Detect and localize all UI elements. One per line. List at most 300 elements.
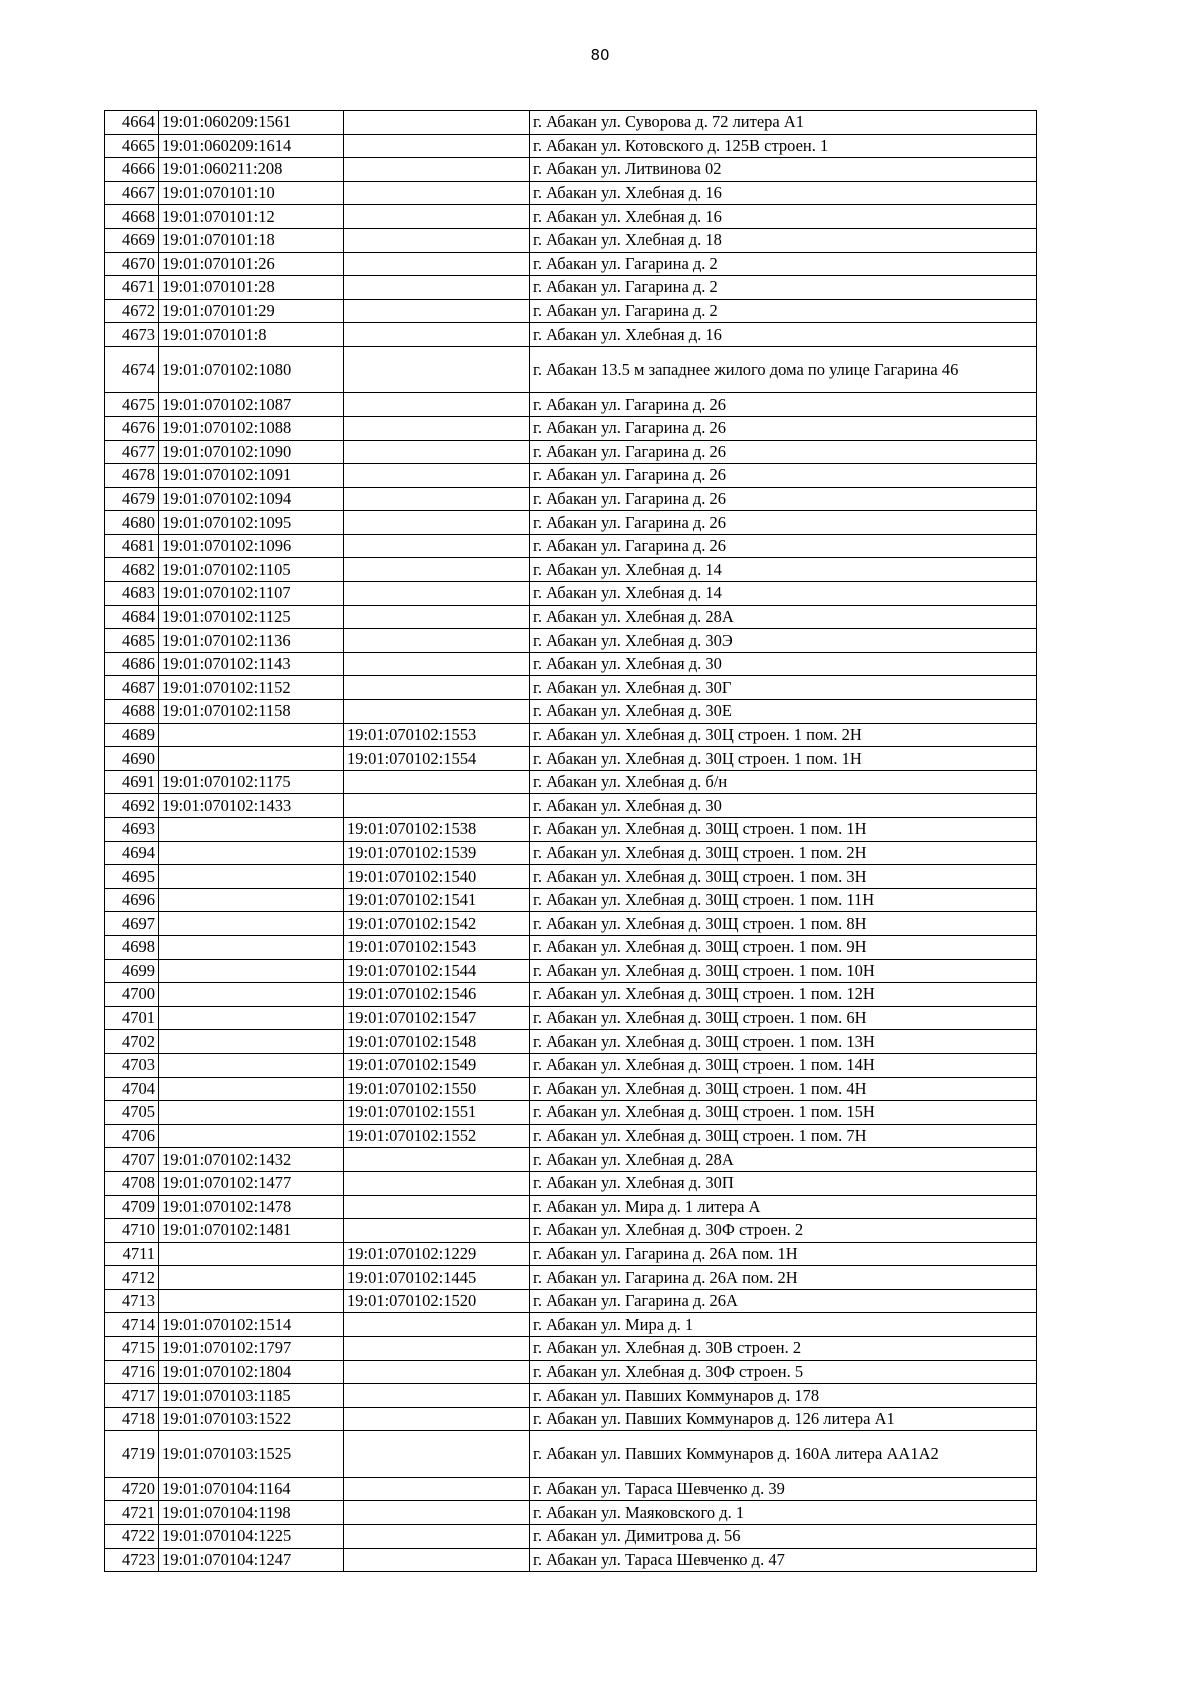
cadastral-number-cell: 19:01:070101:28 [159,276,344,300]
room-cadastral-number-cell [344,228,530,252]
cadastral-number-cell: 19:01:070102:1478 [159,1195,344,1219]
room-cadastral-number-cell [344,605,530,629]
cadastral-number-cell: 19:01:070102:1481 [159,1219,344,1243]
room-cadastral-number-cell [344,1525,530,1549]
table-row [105,181,1037,205]
room-cadastral-number-cell: 19:01:070102:1551 [344,1101,530,1125]
row-number-cell: 4667 [105,181,159,205]
table-row [105,276,1037,300]
cadastral-number-cell: 19:01:070101:8 [159,323,344,347]
page-number: 80 [590,46,610,64]
address-cell: г. Абакан ул. Хлебная д. 30Щ строен. 1 пом. 2Н [530,841,1037,865]
table-row [105,299,1037,323]
address-cell: г. Абакан ул. Гагарина д. 26 [530,440,1037,464]
room-cadastral-number-cell [344,416,530,440]
table-row [105,323,1037,347]
row-number-cell: 4711 [105,1242,159,1266]
cadastral-number-cell [159,841,344,865]
cadastral-number-cell: 19:01:070104:1247 [159,1548,344,1572]
table-row [105,1313,1037,1337]
cadastral-number-cell [159,959,344,983]
cadastral-number-cell [159,1053,344,1077]
cadastral-number-cell: 19:01:070102:1158 [159,700,344,724]
address-cell: г. Абакан ул. Хлебная д. 30Ц строен. 1 пом. 1Н [530,747,1037,771]
row-number-cell: 4714 [105,1313,159,1337]
row-number-cell: 4684 [105,605,159,629]
room-cadastral-number-cell [344,111,530,135]
row-number-cell: 4670 [105,252,159,276]
address-cell: г. Абакан ул. Гагарина д. 26 [530,393,1037,417]
room-cadastral-number-cell: 19:01:070102:1445 [344,1266,530,1290]
row-number-cell: 4700 [105,983,159,1007]
address-cell: г. Абакан 13.5 м западнее жилого дома по улице Гагарина 46 [530,346,1037,392]
table-row [105,1030,1037,1054]
room-cadastral-number-cell: 19:01:070102:1554 [344,747,530,771]
row-number-cell: 4664 [105,111,159,135]
cadastral-number-cell: 19:01:070102:1514 [159,1313,344,1337]
room-cadastral-number-cell: 19:01:070102:1552 [344,1124,530,1148]
table-row [105,865,1037,889]
table-row [105,983,1037,1007]
row-number-cell: 4702 [105,1030,159,1054]
cadastral-number-cell: 19:01:060211:208 [159,158,344,182]
address-cell: г. Абакан ул. Гагарина д. 26А пом. 2Н [530,1266,1037,1290]
address-cell: г. Абакан ул. Гагарина д. 26А пом. 1Н [530,1242,1037,1266]
table-row [105,534,1037,558]
address-cell: г. Абакан ул. Хлебная д. б/н [530,770,1037,794]
row-number-cell: 4710 [105,1219,159,1243]
address-cell: г. Абакан ул. Хлебная д. 30Щ строен. 1 пом. 7Н [530,1124,1037,1148]
row-number-cell: 4717 [105,1384,159,1408]
address-cell: г. Абакан ул. Мира д. 1 литера А [530,1195,1037,1219]
table-row [105,770,1037,794]
cadastral-number-cell: 19:01:070102:1080 [159,346,344,392]
table-row [105,346,1037,392]
room-cadastral-number-cell [344,1477,530,1501]
row-number-cell: 4696 [105,888,159,912]
cadastral-number-cell [159,818,344,842]
row-number-cell: 4706 [105,1124,159,1148]
room-cadastral-number-cell [344,346,530,392]
table-row [105,205,1037,229]
address-cell: г. Абакан ул. Гагарина д. 26 [530,511,1037,535]
address-cell: г. Абакан ул. Хлебная д. 30Ф строен. 2 [530,1219,1037,1243]
room-cadastral-number-cell [344,1501,530,1525]
cadastral-number-cell: 19:01:060209:1614 [159,134,344,158]
cadastral-number-cell: 19:01:070102:1094 [159,487,344,511]
room-cadastral-number-cell [344,511,530,535]
row-number-cell: 4701 [105,1006,159,1030]
room-cadastral-number-cell: 19:01:070102:1553 [344,723,530,747]
table-row [105,1501,1037,1525]
address-cell: г. Абакан ул. Литвинова 02 [530,158,1037,182]
cadastral-number-cell [159,1242,344,1266]
row-number-cell: 4720 [105,1477,159,1501]
room-cadastral-number-cell [344,1431,530,1477]
address-cell: г. Абакан ул. Хлебная д. 30Щ строен. 1 пом. 12Н [530,983,1037,1007]
room-cadastral-number-cell [344,276,530,300]
room-cadastral-number-cell: 19:01:070102:1539 [344,841,530,865]
room-cadastral-number-cell [344,1195,530,1219]
table-row [105,959,1037,983]
row-number-cell: 4707 [105,1148,159,1172]
address-cell: г. Абакан ул. Гагарина д. 26 [530,464,1037,488]
row-number-cell: 4689 [105,723,159,747]
room-cadastral-number-cell [344,323,530,347]
cadastral-number-cell: 19:01:070101:12 [159,205,344,229]
row-number-cell: 4712 [105,1266,159,1290]
cadastral-number-cell [159,1006,344,1030]
cadastral-number-cell: 19:01:070104:1198 [159,1501,344,1525]
table-row [105,111,1037,135]
room-cadastral-number-cell: 19:01:070102:1520 [344,1289,530,1313]
room-cadastral-number-cell [344,440,530,464]
table-row [105,888,1037,912]
row-number-cell: 4682 [105,558,159,582]
table-row [105,393,1037,417]
address-cell: г. Абакан ул. Хлебная д. 30Щ строен. 1 пом. 11Н [530,888,1037,912]
row-number-cell: 4699 [105,959,159,983]
table-row [105,818,1037,842]
address-cell: г. Абакан ул. Хлебная д. 30Щ строен. 1 пом. 4Н [530,1077,1037,1101]
address-cell: г. Абакан ул. Мира д. 1 [530,1313,1037,1337]
address-cell: г. Абакан ул. Хлебная д. 30Е [530,700,1037,724]
cadastral-number-cell: 19:01:070102:1433 [159,794,344,818]
cadastral-number-cell: 19:01:070103:1522 [159,1407,344,1431]
cadastral-number-cell: 19:01:070102:1107 [159,582,344,606]
address-cell: г. Абакан ул. Хлебная д. 30Щ строен. 1 пом. 10Н [530,959,1037,983]
room-cadastral-number-cell: 19:01:070102:1549 [344,1053,530,1077]
address-cell: г. Абакан ул. Хлебная д. 30Щ строен. 1 пом. 1Н [530,818,1037,842]
row-number-cell: 4665 [105,134,159,158]
cadastral-number-cell: 19:01:070104:1164 [159,1477,344,1501]
room-cadastral-number-cell: 19:01:070102:1544 [344,959,530,983]
cadastral-number-cell: 19:01:070101:10 [159,181,344,205]
row-number-cell: 4703 [105,1053,159,1077]
cadastral-number-cell: 19:01:070102:1096 [159,534,344,558]
address-cell: г. Абакан ул. Хлебная д. 16 [530,323,1037,347]
table-row [105,1477,1037,1501]
address-cell: г. Абакан ул. Хлебная д. 30 [530,652,1037,676]
row-number-cell: 4686 [105,652,159,676]
address-cell: г. Абакан ул. Хлебная д. 30Ф строен. 5 [530,1360,1037,1384]
address-cell: г. Абакан ул. Котовского д. 125В строен. 1 [530,134,1037,158]
room-cadastral-number-cell [344,393,530,417]
address-cell: г. Абакан ул. Хлебная д. 30Щ строен. 1 пом. 13Н [530,1030,1037,1054]
table-row [105,794,1037,818]
address-cell: г. Абакан ул. Павших Коммунаров д. 160А литера АА1А2 [530,1431,1037,1477]
row-number-cell: 4679 [105,487,159,511]
cadastral-number-cell [159,747,344,771]
room-cadastral-number-cell: 19:01:070102:1229 [344,1242,530,1266]
table-row [105,464,1037,488]
table-row [105,511,1037,535]
room-cadastral-number-cell: 19:01:070102:1538 [344,818,530,842]
cadastral-number-cell: 19:01:070102:1088 [159,416,344,440]
room-cadastral-number-cell [344,1407,530,1431]
table-row [105,228,1037,252]
address-cell: г. Абакан ул. Хлебная д. 28А [530,1148,1037,1172]
cadastral-number-cell: 19:01:070103:1185 [159,1384,344,1408]
room-cadastral-number-cell [344,1313,530,1337]
table-row [105,1360,1037,1384]
table-row [105,652,1037,676]
table-row [105,1384,1037,1408]
table-row [105,134,1037,158]
address-cell: г. Абакан ул. Димитрова д. 56 [530,1525,1037,1549]
row-number-cell: 4704 [105,1077,159,1101]
cadastral-number-cell [159,1266,344,1290]
address-cell: г. Абакан ул. Хлебная д. 30Щ строен. 1 пом. 9Н [530,935,1037,959]
cadastral-number-cell: 19:01:070102:1091 [159,464,344,488]
address-cell: г. Абакан ул. Хлебная д. 18 [530,228,1037,252]
table-row [105,1195,1037,1219]
row-number-cell: 4668 [105,205,159,229]
address-cell: г. Абакан ул. Тараса Шевченко д. 47 [530,1548,1037,1572]
table-row [105,1219,1037,1243]
table-row [105,1266,1037,1290]
cadastral-number-cell: 19:01:070104:1225 [159,1525,344,1549]
table-row [105,1289,1037,1313]
table-row [105,1101,1037,1125]
room-cadastral-number-cell: 19:01:070102:1548 [344,1030,530,1054]
cadastral-number-cell: 19:01:070102:1136 [159,629,344,653]
table-row [105,558,1037,582]
address-cell: г. Абакан ул. Хлебная д. 30В строен. 2 [530,1337,1037,1361]
table-row [105,935,1037,959]
cadastral-number-cell: 19:01:070102:1105 [159,558,344,582]
cadastral-number-cell [159,983,344,1007]
address-cell: г. Абакан ул. Хлебная д. 30Щ строен. 1 пом. 3Н [530,865,1037,889]
table-row [105,1171,1037,1195]
row-number-cell: 4690 [105,747,159,771]
cadastral-number-cell [159,723,344,747]
table-row [105,1337,1037,1361]
room-cadastral-number-cell [344,464,530,488]
address-cell: г. Абакан ул. Павших Коммунаров д. 126 литера А1 [530,1407,1037,1431]
room-cadastral-number-cell [344,652,530,676]
row-number-cell: 4678 [105,464,159,488]
table-row [105,1148,1037,1172]
room-cadastral-number-cell [344,252,530,276]
room-cadastral-number-cell [344,134,530,158]
room-cadastral-number-cell: 19:01:070102:1547 [344,1006,530,1030]
row-number-cell: 4719 [105,1431,159,1477]
table-row [105,1525,1037,1549]
room-cadastral-number-cell: 19:01:070102:1546 [344,983,530,1007]
room-cadastral-number-cell [344,770,530,794]
row-number-cell: 4676 [105,416,159,440]
room-cadastral-number-cell: 19:01:070102:1550 [344,1077,530,1101]
room-cadastral-number-cell [344,299,530,323]
row-number-cell: 4671 [105,276,159,300]
table-row [105,629,1037,653]
table-row [105,440,1037,464]
cadastral-number-cell [159,888,344,912]
row-number-cell: 4695 [105,865,159,889]
row-number-cell: 4683 [105,582,159,606]
cadastral-number-cell: 19:01:070102:1477 [159,1171,344,1195]
address-cell: г. Абакан ул. Гагарина д. 26 [530,416,1037,440]
table-row [105,747,1037,771]
row-number-cell: 4677 [105,440,159,464]
room-cadastral-number-cell [344,158,530,182]
row-number-cell: 4672 [105,299,159,323]
row-number-cell: 4705 [105,1101,159,1125]
row-number-cell: 4718 [105,1407,159,1431]
address-cell: г. Абакан ул. Гагарина д. 26 [530,487,1037,511]
table-row [105,252,1037,276]
address-cell: г. Абакан ул. Хлебная д. 30Э [530,629,1037,653]
room-cadastral-number-cell [344,1219,530,1243]
cadastral-number-cell [159,912,344,936]
cadastral-number-cell: 19:01:070102:1797 [159,1337,344,1361]
address-cell: г. Абакан ул. Гагарина д. 26 [530,534,1037,558]
room-cadastral-number-cell [344,582,530,606]
room-cadastral-number-cell [344,700,530,724]
row-number-cell: 4692 [105,794,159,818]
cadastral-number-cell: 19:01:070103:1525 [159,1431,344,1477]
table-row [105,700,1037,724]
row-number-cell: 4716 [105,1360,159,1384]
cadastral-number-cell: 19:01:070101:29 [159,299,344,323]
room-cadastral-number-cell [344,181,530,205]
row-number-cell: 4675 [105,393,159,417]
room-cadastral-number-cell [344,676,530,700]
cadastral-number-cell: 19:01:070102:1175 [159,770,344,794]
table-row [105,487,1037,511]
row-number-cell: 4723 [105,1548,159,1572]
table-row [105,1053,1037,1077]
cadastral-number-cell: 19:01:060209:1561 [159,111,344,135]
address-cell: г. Абакан ул. Гагарина д. 2 [530,299,1037,323]
table-row [105,1242,1037,1266]
table-row [105,1006,1037,1030]
address-cell: г. Абакан ул. Гагарина д. 2 [530,252,1037,276]
row-number-cell: 4673 [105,323,159,347]
cadastral-number-cell: 19:01:070102:1125 [159,605,344,629]
row-number-cell: 4685 [105,629,159,653]
address-cell: г. Абакан ул. Хлебная д. 30Ц строен. 1 пом. 2Н [530,723,1037,747]
address-cell: г. Абакан ул. Хлебная д. 30Щ строен. 1 пом. 6Н [530,1006,1037,1030]
room-cadastral-number-cell [344,794,530,818]
row-number-cell: 4715 [105,1337,159,1361]
row-number-cell: 4709 [105,1195,159,1219]
cadastral-number-cell [159,935,344,959]
table-row [105,676,1037,700]
address-cell: г. Абакан ул. Павших Коммунаров д. 178 [530,1384,1037,1408]
address-cell: г. Абакан ул. Хлебная д. 30Г [530,676,1037,700]
row-number-cell: 4681 [105,534,159,558]
address-cell: г. Абакан ул. Суворова д. 72 литера А1 [530,111,1037,135]
address-cell: г. Абакан ул. Хлебная д. 16 [530,205,1037,229]
room-cadastral-number-cell [344,1148,530,1172]
room-cadastral-number-cell [344,558,530,582]
table-row [105,605,1037,629]
room-cadastral-number-cell: 19:01:070102:1542 [344,912,530,936]
row-number-cell: 4687 [105,676,159,700]
cadastral-number-cell [159,865,344,889]
row-number-cell: 4688 [105,700,159,724]
address-cell: г. Абакан ул. Маяковского д. 1 [530,1501,1037,1525]
address-cell: г. Абакан ул. Хлебная д. 16 [530,181,1037,205]
cadastral-number-cell [159,1030,344,1054]
cadastral-number-cell: 19:01:070102:1152 [159,676,344,700]
table-row [105,1124,1037,1148]
row-number-cell: 4669 [105,228,159,252]
cadastral-number-cell: 19:01:070102:1143 [159,652,344,676]
address-cell: г. Абакан ул. Хлебная д. 30П [530,1171,1037,1195]
cadastral-number-cell: 19:01:070102:1087 [159,393,344,417]
row-number-cell: 4666 [105,158,159,182]
table-row [105,723,1037,747]
room-cadastral-number-cell: 19:01:070102:1543 [344,935,530,959]
room-cadastral-number-cell: 19:01:070102:1540 [344,865,530,889]
property-table [104,110,1037,1572]
cadastral-number-cell: 19:01:070102:1090 [159,440,344,464]
row-number-cell: 4693 [105,818,159,842]
row-number-cell: 4713 [105,1289,159,1313]
address-cell: г. Абакан ул. Гагарина д. 2 [530,276,1037,300]
table-row [105,912,1037,936]
address-cell: г. Абакан ул. Гагарина д. 26А [530,1289,1037,1313]
table-row [105,416,1037,440]
address-cell: г. Абакан ул. Хлебная д. 28А [530,605,1037,629]
room-cadastral-number-cell [344,1360,530,1384]
table-body [105,111,1037,1572]
address-cell: г. Абакан ул. Хлебная д. 30 [530,794,1037,818]
address-cell: г. Абакан ул. Хлебная д. 30Щ строен. 1 пом. 14Н [530,1053,1037,1077]
row-number-cell: 4691 [105,770,159,794]
cadastral-number-cell [159,1124,344,1148]
room-cadastral-number-cell [344,1171,530,1195]
row-number-cell: 4697 [105,912,159,936]
cadastral-number-cell: 19:01:070102:1804 [159,1360,344,1384]
room-cadastral-number-cell [344,205,530,229]
cadastral-number-cell: 19:01:070102:1432 [159,1148,344,1172]
row-number-cell: 4694 [105,841,159,865]
table-row [105,1548,1037,1572]
address-cell: г. Абакан ул. Хлебная д. 14 [530,558,1037,582]
row-number-cell: 4674 [105,346,159,392]
cadastral-number-cell: 19:01:070102:1095 [159,511,344,535]
cadastral-number-cell: 19:01:070101:18 [159,228,344,252]
table-row [105,1077,1037,1101]
room-cadastral-number-cell: 19:01:070102:1541 [344,888,530,912]
row-number-cell: 4698 [105,935,159,959]
address-cell: г. Абакан ул. Хлебная д. 14 [530,582,1037,606]
row-number-cell: 4721 [105,1501,159,1525]
cadastral-number-cell [159,1077,344,1101]
address-cell: г. Абакан ул. Хлебная д. 30Щ строен. 1 пом. 8Н [530,912,1037,936]
address-cell: г. Абакан ул. Тараса Шевченко д. 39 [530,1477,1037,1501]
room-cadastral-number-cell [344,1337,530,1361]
room-cadastral-number-cell [344,1384,530,1408]
cadastral-number-cell: 19:01:070101:26 [159,252,344,276]
table-row [105,158,1037,182]
address-cell: г. Абакан ул. Хлебная д. 30Щ строен. 1 пом. 15Н [530,1101,1037,1125]
table-row [105,582,1037,606]
cadastral-number-cell [159,1101,344,1125]
room-cadastral-number-cell [344,487,530,511]
row-number-cell: 4680 [105,511,159,535]
room-cadastral-number-cell [344,629,530,653]
room-cadastral-number-cell [344,534,530,558]
cadastral-number-cell [159,1289,344,1313]
table-row [105,1431,1037,1477]
room-cadastral-number-cell [344,1548,530,1572]
row-number-cell: 4708 [105,1171,159,1195]
